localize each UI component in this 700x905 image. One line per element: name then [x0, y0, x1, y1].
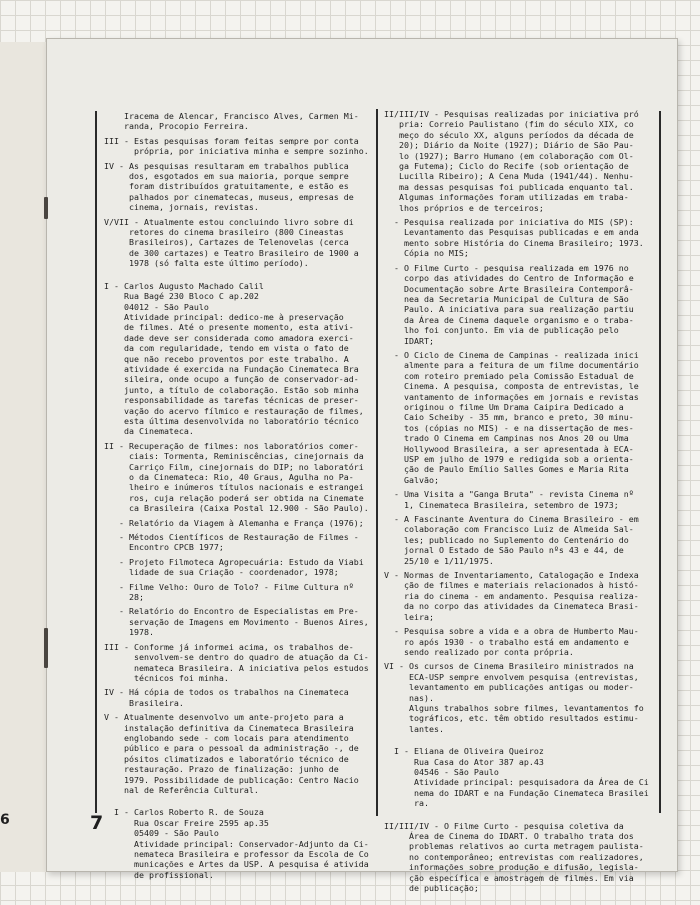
- text-line: levantamento em publicações antigas ou moder-: [384, 682, 634, 693]
- text-line: própria, por iniciativa minha e sempre sozinho.: [104, 146, 369, 157]
- text-paragraph: [104, 217, 372, 269]
- text-line: Algumas informações foram utilizadas em traba-: [384, 192, 629, 203]
- text-paragraph: [384, 821, 656, 894]
- text-line: - Relatório do Encontro de Especialistas em Pre-: [104, 606, 359, 617]
- text-line: Rua Oscar Freire 2595 ap.35: [104, 817, 269, 828]
- text-line: 04012 - São Paulo: [104, 301, 209, 312]
- text-line: de profissional.: [104, 869, 214, 880]
- text-line: - Relatório da Viagem à Alemanha e França (1976);: [104, 517, 364, 528]
- text-line: lantes.: [384, 723, 444, 734]
- text-line: esta última desenvolvida no laboratório técnico: [104, 415, 359, 426]
- text-line: vação do acervo fílmico e restauração de filmes,: [104, 405, 364, 416]
- center-column-rule: [376, 109, 378, 816]
- text-line: Área de Cinema do IDART. O trabalho trata dos: [384, 831, 634, 841]
- text-line: de filmes. Até o presente momento, esta ativi-: [104, 322, 354, 333]
- text-line: palhados por cinematecas, museus, empresas de: [104, 191, 354, 202]
- text-line: 1979. Possibilidade de publicação: Centro Nacio: [104, 774, 359, 785]
- text-line: meço do século XX, alguns períodos da década de: [384, 129, 634, 140]
- text-line: servação de Imagens em Movimento - Buenos Aires,: [104, 616, 369, 627]
- text-line: ros, cuja relação poderá ser obtida na Cinemate: [104, 492, 364, 503]
- text-line: da no corpo das atividades da Cinemateca Brasi-: [384, 601, 639, 612]
- text-line: colaboração com Francisco Luiz de Almeida Sal-: [384, 524, 634, 535]
- text-line: III - Estas pesquisas foram feitas sempre por conta: [104, 135, 359, 146]
- text-line: Cinema. A pesquisa, composta de entrevistas, le: [384, 381, 639, 392]
- text-line: Atividade principal: dedico-me à preservação: [104, 311, 344, 322]
- text-line: Galvão;: [384, 474, 439, 485]
- right-text-column: [384, 109, 656, 894]
- text-line: ção de filmes e materiais relacionados à histó-: [384, 580, 639, 591]
- text-line: foram distribuídos gratuitamente, e estão es: [104, 181, 349, 192]
- text-line: II/III/IV - O Filme Curto - pesquisa coletiva da: [384, 820, 624, 831]
- text-line: - Projeto Filmoteca Agropecuária: Estudo da Viabi: [104, 556, 364, 567]
- text-line: lho foi conjunto. Em via de publicação pelo: [384, 325, 619, 336]
- text-line: 25/10 e 1/11/1975.: [384, 555, 494, 566]
- text-paragraph: [384, 109, 656, 213]
- text-line: lo (1927); Barro Humano (em colaboração com Ol-: [384, 150, 634, 161]
- text-line: - O Ciclo de Cinema de Campinas - realizada inici: [384, 349, 639, 360]
- text-line: tográficos, etc. têm obtido resultados estimu-: [384, 713, 639, 724]
- text-line: IDART;: [384, 335, 434, 346]
- text-line: Levantamento das Pesquisas publicadas e em anda: [384, 227, 639, 238]
- right-margin-rule: [659, 111, 661, 813]
- text-line: que não recebo proventos por este trabalho. A: [104, 353, 349, 364]
- text-line: sendo realizado por conta própria.: [384, 646, 574, 657]
- staple-top: [44, 197, 48, 219]
- text-line: leira;: [384, 611, 434, 622]
- page-number: 7: [90, 812, 104, 834]
- text-line: lhos próprios e de terceiros;: [384, 202, 544, 213]
- staple-bottom: [44, 628, 48, 668]
- text-line: ma dessas pesquisas foi publicada enquanto tal.: [384, 181, 634, 192]
- facing-page-number: 6: [0, 812, 10, 828]
- text-line: Brasileiros), Cartazes de Telenovelas (cerca: [104, 237, 349, 248]
- text-line: público e para o pessoal da administração -, de: [104, 743, 359, 754]
- text-line: Cópia no MIS;: [384, 248, 469, 259]
- text-line: Hollywood Brasileira, a ser apresentada à ECA-: [384, 443, 634, 454]
- text-line: 1978 (só falta este último período).: [104, 258, 309, 269]
- text-line: jornal O Estado de São Paulo nºs 43 e 44, de: [384, 545, 624, 556]
- text-line: informações sobre produção e difusão, legisla-: [384, 862, 639, 873]
- text-line: no contemporâneo; entrevistas com realizadores,: [384, 851, 644, 862]
- text-line: I - Carlos Augusto Machado Calil: [104, 280, 264, 291]
- text-paragraph: [104, 687, 372, 708]
- text-line: ca Brasileira (Caixa Postal 12.900 - São Paulo).: [104, 503, 369, 514]
- text-line: Caio Scheiby - 35 mm, branco e preto, 30 minu-: [384, 412, 634, 423]
- text-line: junto, a título de colaboração. Estão sob minha: [104, 384, 359, 395]
- text-line: - Uma Visita a "Ganga Bruta" - revista Cinema nº: [384, 489, 634, 500]
- text-line: 28;: [104, 592, 144, 603]
- text-line: vantamento de informações em jornais e revistas: [384, 391, 639, 402]
- text-line: 20); Diário da Noite (1927); Diário de São Pau-: [384, 140, 634, 151]
- left-margin-rule: [95, 111, 97, 813]
- text-line: Atividade principal: pesquisadora da Área de Ci: [384, 777, 649, 788]
- text-line: dade deve ser considerada como amadora exerci-: [104, 332, 354, 343]
- text-paragraph: [104, 557, 372, 578]
- text-line: ção específica e amostragem de filmes. Em via: [384, 872, 634, 883]
- text-line: ga Futema); Ciclo do Recife (sob orientação de: [384, 161, 629, 172]
- text-paragraph: [104, 642, 372, 684]
- text-line: nal de Referência Cultural.: [104, 784, 259, 795]
- text-line: problemas relativos ao curta metragem paulista-: [384, 841, 644, 852]
- text-line: - Métodos Científicos de Restauração de Filmes -: [104, 532, 359, 543]
- text-paragraph: [384, 217, 656, 259]
- text-paragraph: [384, 746, 656, 808]
- text-line: I - Carlos Roberto R. de Souza: [104, 807, 264, 818]
- text-line: Rua Bagé 230 Bloco C ap.202: [104, 291, 259, 302]
- text-line: ECA-USP sempre envolvem pesquisa (entrevistas,: [384, 671, 639, 682]
- text-line: atividade é exercida na Fundação Cinemateca Bra: [104, 363, 359, 374]
- text-line: almente para a feitura de um filme documentário: [384, 360, 639, 371]
- text-line: Paulo. A iniciativa para sua realização partiu: [384, 304, 634, 315]
- text-line: pria: Correio Paulistano (fim do século XIX, co: [384, 119, 634, 130]
- text-line: tos (cópias no MIS) - e na dissertação de mes-: [384, 422, 634, 433]
- text-line: Carriço Film, cinejornais do DIP; no laboratóri: [104, 461, 364, 472]
- text-line: Alguns trabalhos sobre filmes, levantamentos fo: [384, 702, 644, 713]
- text-line: com roteiro premiado pela Comissão Estadual de: [384, 370, 634, 381]
- text-paragraph: [104, 532, 372, 553]
- text-line: V - Atualmente desenvolvo um ante-projeto para a: [104, 712, 344, 723]
- text-line: randa, Procopio Ferreira.: [104, 121, 249, 132]
- text-line: - Pesquisa realizada por iniciativa do MIS (SP):: [384, 217, 634, 228]
- text-line: de 300 cartazes) e Teatro Brasileiro de 1900 a: [104, 247, 359, 258]
- text-line: IV - As pesquisas resultaram em trabalhos publica: [104, 160, 349, 171]
- text-line: 05409 - São Paulo: [104, 828, 219, 839]
- text-line: responsabilidade as tarefas técnicas de preser-: [104, 395, 359, 406]
- text-line: nas).: [384, 692, 434, 703]
- text-line: municações e Artes da USP. A pesquisa é ativida: [104, 859, 369, 870]
- text-paragraph: [104, 606, 372, 637]
- text-line: dos, esgotados em sua maioria, porque sempre: [104, 171, 349, 182]
- text-line: VI - Os cursos de Cinema Brasileiro ministrados na: [384, 661, 634, 672]
- text-paragraph: [384, 350, 656, 485]
- facing-page-edge: [0, 42, 49, 872]
- text-paragraph: [384, 514, 656, 566]
- text-paragraph: [104, 111, 372, 132]
- text-line: - Pesquisa sobre a vida e a obra de Humberto Mau-: [384, 626, 639, 637]
- text-line: lidade de sua Criação - coordenador, 1978;: [104, 567, 339, 578]
- text-line: englobando sede - com locais para atendimento: [104, 732, 349, 743]
- text-line: Documentação sobre Arte Brasileira Contemporâ-: [384, 283, 634, 294]
- text-line: da Área de Cinema daquele organismo e o traba-: [384, 314, 634, 325]
- text-line: 04546 - São Paulo: [384, 766, 499, 777]
- text-line: cinema, jornais, revistas.: [104, 202, 259, 213]
- text-line: 1978.: [104, 627, 154, 638]
- text-line: ria do cinema - em andamento. Pesquisa realiza-: [384, 590, 639, 601]
- text-line: V - Normas de Inventariamento, Catalogação e Indexa: [384, 570, 639, 581]
- text-line: nea da Secretaria Municipal de Cultura de São: [384, 293, 629, 304]
- text-line: da Cinemateca.: [104, 426, 194, 437]
- text-line: de publicação;: [384, 883, 479, 894]
- text-paragraph: [104, 281, 372, 437]
- text-line: trado O Cinema em Campinas nos Anos 20 ou Uma: [384, 433, 629, 444]
- left-text-column: [104, 111, 372, 880]
- text-paragraph: [104, 518, 372, 528]
- text-line: Lucilla Ribeiro); A Cena Muda (1941/44). Nenhu-: [384, 171, 634, 182]
- text-line: II - Recuperação de filmes: nos laboratórios comer-: [104, 440, 359, 451]
- text-line: instalação definitiva da Cinemateca Brasileira: [104, 722, 354, 733]
- text-line: o da Cinemateca: Rio, 40 Graus, Agulha no Pa-: [104, 472, 354, 482]
- text-line: nemateca Brasileira. A iniciativa pelos estudos: [104, 662, 369, 673]
- text-line: USP em julho de 1979 e redigida sob a orienta-: [384, 454, 634, 464]
- text-paragraph: [384, 626, 656, 657]
- text-paragraph: [104, 161, 372, 213]
- text-line: III - Conforme já informei acima, os trabalhos de-: [104, 641, 354, 652]
- text-line: pósitos climatizados e laboratório técnico de: [104, 753, 349, 764]
- text-paragraph: [384, 570, 656, 622]
- text-line: - Filme Velho: Ouro de Tolo? - Filme Cultura nº: [104, 581, 354, 592]
- text-line: Rua Casa do Ator 387 ap.43: [384, 756, 544, 767]
- text-line: da com regularidade, tendo em vista o fato de: [104, 343, 349, 354]
- text-line: I - Eliana de Oliveira Queiroz: [384, 746, 544, 757]
- text-line: - O Filme Curto - pesquisa realizada em 1976 no: [384, 262, 629, 273]
- text-line: ção de Paulo Emílio Salles Gomes e Maria Rita: [384, 464, 629, 475]
- text-line: V/VII - Atualmente estou concluindo livro sobre di: [104, 216, 354, 227]
- text-line: II/III/IV - Pesquisas realizadas por iniciativa pró: [384, 109, 639, 119]
- text-line: corpo das atividades do Centro de Informação e: [384, 273, 634, 284]
- text-paragraph: [104, 441, 372, 514]
- text-paragraph: [104, 807, 372, 880]
- text-paragraph: [104, 712, 372, 795]
- text-line: Encontro CPCB 1977;: [104, 542, 224, 553]
- text-line: nemateca Brasileira e professor da Escola de Co: [104, 849, 369, 859]
- text-line: les; publicado no Suplemento do Centenário do: [384, 534, 629, 545]
- text-line: mento sobre História do Cinema Brasileiro; 1973.: [384, 237, 644, 248]
- text-line: senvolvem-se dentro do quadro de atuação da Ci-: [104, 652, 369, 663]
- text-paragraph: [384, 489, 656, 510]
- text-line: lheiro e inúmeros títulos nacionais e estrangei: [104, 482, 364, 493]
- text-line: 1, Cinemateca Brasileira, setembro de 1973;: [384, 499, 619, 510]
- text-line: sileira, onde ocupo a função de conservador-ad-: [104, 374, 359, 385]
- text-paragraph: [384, 263, 656, 346]
- text-line: Iracema de Alencar, Francisco Alves, Carmen Mi-: [104, 111, 359, 121]
- text-line: - A Fascinante Aventura do Cinema Brasileiro - em: [384, 514, 639, 525]
- text-line: ra.: [384, 798, 429, 809]
- text-line: restauração. Prazo de finalização: junho de: [104, 764, 339, 775]
- text-paragraph: [104, 582, 372, 603]
- text-line: Brasileira.: [104, 697, 184, 708]
- text-line: ciais: Tormenta, Reminiscências, cinejornais da: [104, 451, 364, 462]
- text-line: originou o filme Um Drama Caipira Dedicado a: [384, 401, 624, 412]
- text-line: IV - Há cópia de todos os trabalhos na Cinemateca: [104, 687, 349, 698]
- text-line: ro após 1930 - o trabalho está em andamento e: [384, 636, 629, 647]
- text-line: técnicos foi minha.: [104, 672, 229, 683]
- text-line: retores do cinema brasileiro (800 Cineastas: [104, 227, 344, 238]
- text-line: nema do IDART e na Fundação Cinemateca Brasilei: [384, 787, 649, 798]
- text-line: Atividade principal: Conservador-Adjunto da Ci-: [104, 838, 369, 849]
- text-paragraph: [384, 661, 656, 734]
- text-paragraph: [104, 136, 372, 157]
